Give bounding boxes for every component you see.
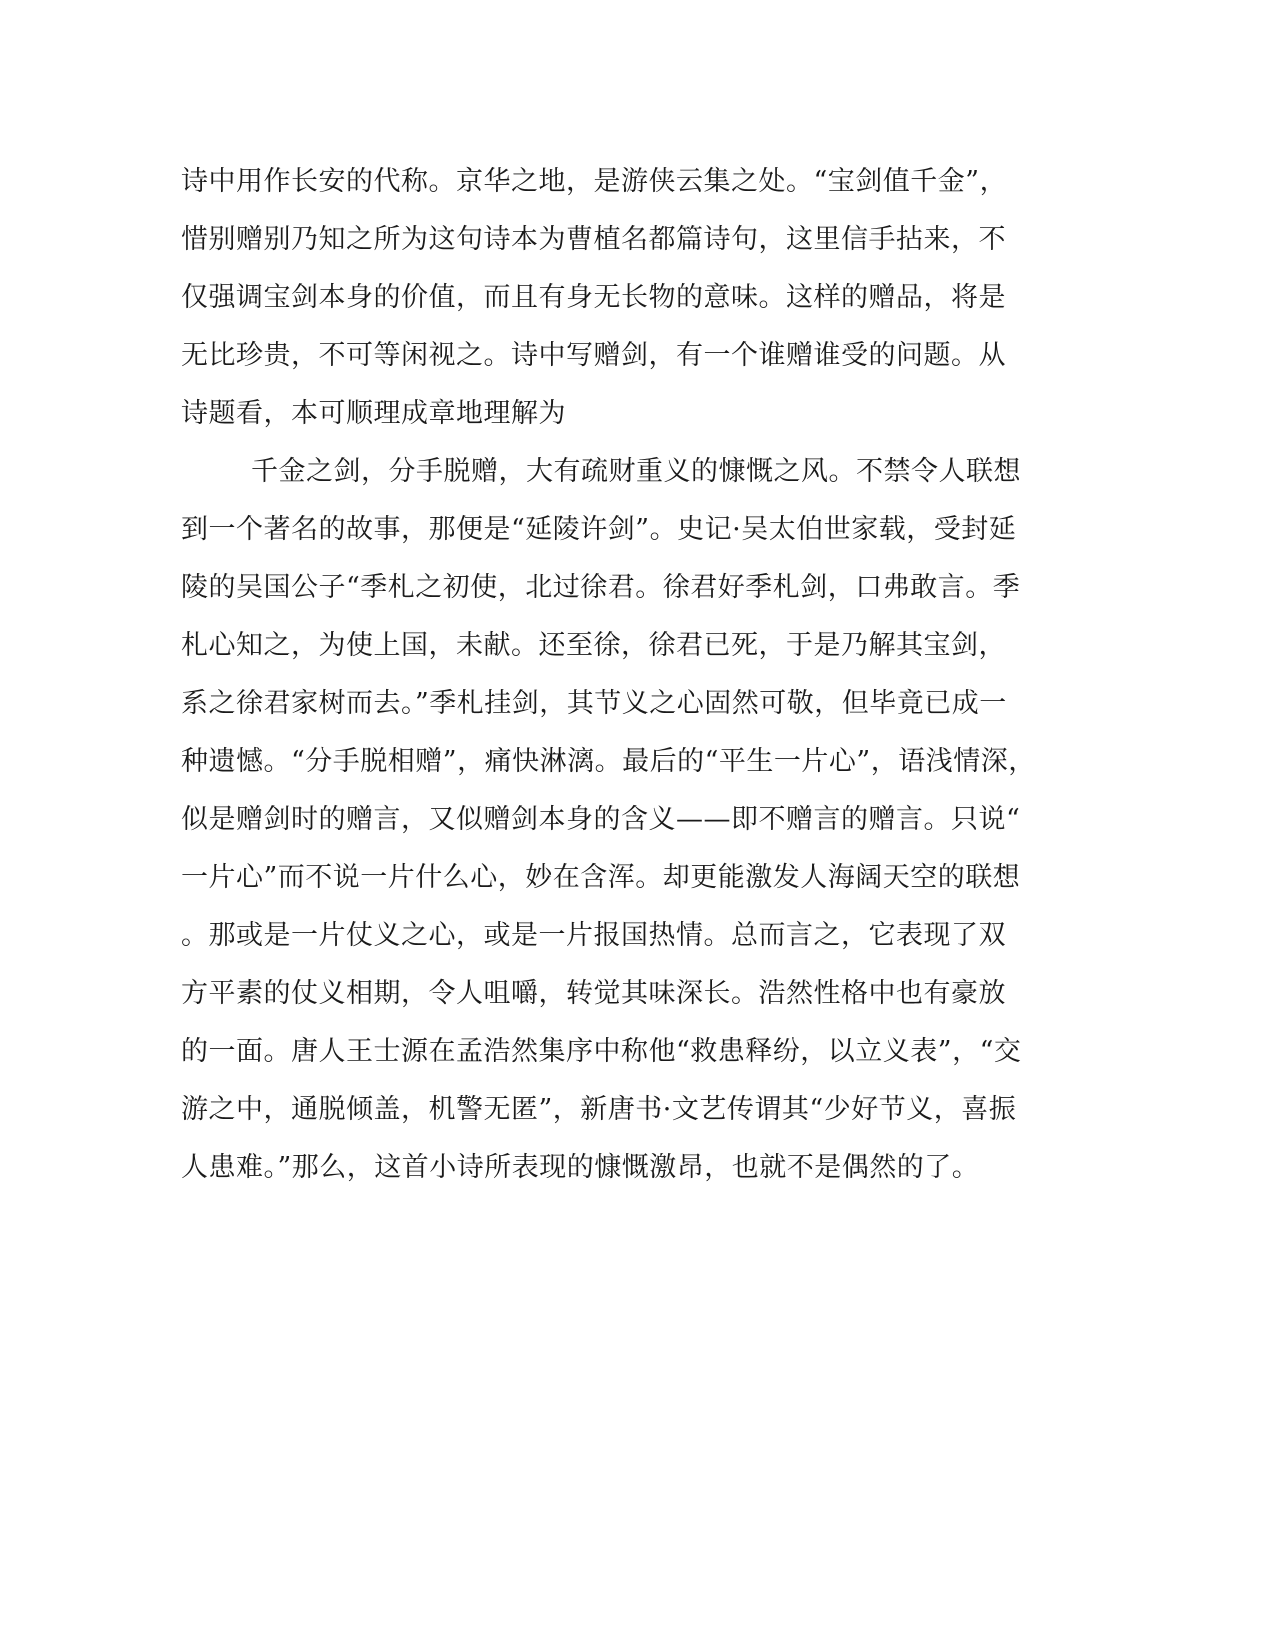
body-text	[181, 160, 1041, 1204]
text-line: 似是赠剑时的赠言，又似赠剑本身的含义——即不赠言的赠言。只说“	[181, 804, 1021, 835]
text-line: 到一个著名的故事，那便是“延陵许剑”。史记·吴太伯世家载，受封延	[181, 514, 1017, 545]
text-line: 仅强调宝剑本身的价值，而且有身无长物的意味。这样的赠品，将是	[181, 282, 1006, 313]
text-line: 人患难。”那么，这首小诗所表现的慷慨激昂，也就不是偶然的了。	[181, 1152, 980, 1183]
text-line: 的一面。唐人王士源在孟浩然集序中称他“救患释纷，以立义表”，“交	[181, 1036, 1022, 1067]
text-line: 。那或是一片仗义之心，或是一片报国热情。总而言之，它表现了双	[181, 920, 1006, 951]
text-line: 惜别赠别乃知之所为这句诗本为曹植名都篇诗句，这里信手拈来，不	[181, 224, 1006, 255]
text-line: 游之中，通脱倾盖，机警无匿”，新唐书·文艺传谓其“少好节义，喜振	[181, 1094, 1017, 1125]
text-line: 诗中用作长安的代称。京华之地，是游侠云集之处。“宝剑值千金”，	[181, 166, 1008, 197]
text-line: 无比珍贵，不可等闲视之。诗中写赠剑，有一个谁赠谁受的问题。从	[181, 340, 1006, 371]
text-line: 方平素的仗义相期，令人咀嚼，转觉其味深长。浩然性格中也有豪放	[181, 978, 1006, 1009]
paragraph-first-line: 千金之剑，分手脱赠，大有疏财重义的慷慨之风。不禁令人联想	[251, 456, 1021, 487]
text-line: 种遗憾。“分手脱相赠”，痛快淋漓。最后的“平生一片心”，语浅情深，	[181, 746, 1036, 777]
text-line: 系之徐君家树而去。”季札挂剑，其节义之心固然可敬，但毕竟已成一	[181, 688, 1007, 719]
text-line: 札心知之，为使上国，未献。还至徐，徐君已死，于是乃解其宝剑，	[181, 630, 1006, 661]
text-line: 诗题看，本可顺理成章地理解为	[181, 398, 566, 429]
text-line: 陵的吴国公子“季札之初使，北过徐君。徐君好季札剑，口弗敢言。季	[181, 572, 1021, 603]
text-line: 一片心”而不说一片什么心，妙在含浑。却更能激发人海阔天空的联想	[181, 862, 1021, 893]
